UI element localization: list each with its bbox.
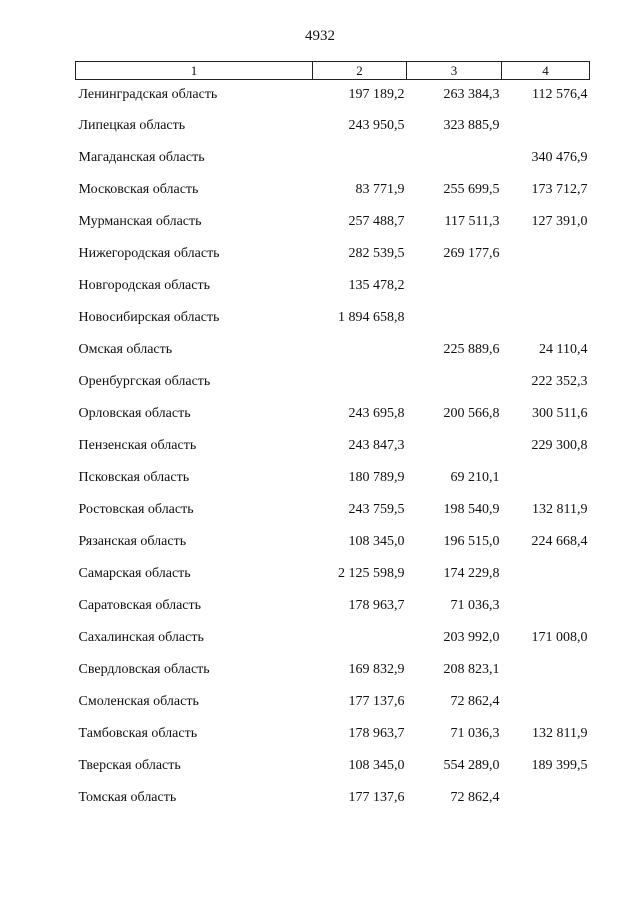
page-number: 4932 [305,28,335,44]
value-col-3: 269 177,6 [443,246,500,261]
value-col-3: 196 515,0 [443,534,500,549]
value-col-4 [502,686,590,718]
region-name: Псковская область [78,470,190,485]
value-col-3: 198 540,9 [443,502,500,517]
column-header-3: 3 [407,62,502,80]
value-col-2: 135 478,2 [348,278,405,293]
value-col-4: 229 300,8 [531,438,588,453]
value-col-4 [502,654,590,686]
value-col-4: 224 668,4 [531,534,588,549]
value-col-4 [502,590,590,622]
region-name: Смоленская область [78,694,199,709]
value-col-4 [502,462,590,494]
value-col-3: 323 885,9 [443,118,500,133]
table-row [76,718,590,750]
table-row [76,622,590,654]
value-col-4: 189 399,5 [531,758,588,773]
region-name: Самарская область [78,566,191,581]
value-col-3 [407,430,502,462]
value-col-3: 71 036,3 [450,726,500,741]
table-row [76,366,590,398]
table-header [76,62,590,80]
value-col-4: 24 110,4 [539,342,588,357]
value-col-4 [502,238,590,270]
value-col-2: 169 832,9 [348,662,405,677]
value-col-4 [502,270,590,302]
value-col-2: 83 771,9 [355,182,405,197]
region-name: Томская область [78,790,177,805]
value-col-2: 197 189,2 [348,87,405,102]
table-row [76,80,590,111]
value-col-2: 257 488,7 [348,214,405,229]
value-col-2 [313,622,407,654]
value-col-3: 225 889,6 [443,342,500,357]
value-col-4: 222 352,3 [531,374,588,389]
table-row [76,686,590,718]
value-col-3: 554 289,0 [443,758,500,773]
value-col-4: 171 008,0 [531,630,588,645]
value-col-4 [502,110,590,142]
region-name: Новгородская область [78,278,210,293]
header-row [76,62,590,80]
region-name: Омская область [78,342,173,357]
table-row [76,494,590,526]
region-name: Саратовская область [78,598,202,613]
value-col-2 [313,366,407,398]
value-col-2: 108 345,0 [348,758,405,773]
value-col-4 [502,782,590,814]
value-col-3: 203 992,0 [443,630,500,645]
column-header-2: 2 [313,62,407,80]
value-col-2: 178 963,7 [348,598,405,613]
value-col-4 [502,302,590,334]
value-col-2: 1 894 658,8 [338,310,405,325]
table-row [76,238,590,270]
column-header-4: 4 [502,62,590,80]
value-col-2: 282 539,5 [348,246,405,261]
value-col-2: 180 789,9 [348,470,405,485]
value-col-2: 177 137,6 [348,790,405,805]
table-row [76,782,590,814]
value-col-2: 243 950,5 [348,118,405,133]
region-name: Оренбургская область [78,374,211,389]
value-col-3: 263 384,3 [443,87,500,102]
value-col-2: 243 695,8 [348,406,405,421]
value-col-3 [407,142,502,174]
region-name: Магаданская область [78,150,205,165]
value-col-3 [407,366,502,398]
value-col-2 [313,142,407,174]
region-name: Ленинградская область [78,87,218,102]
value-col-3: 200 566,8 [443,406,500,421]
value-col-4: 173 712,7 [531,182,588,197]
region-name: Московская область [78,182,199,197]
value-col-3: 255 699,5 [443,182,500,197]
table-row [76,174,590,206]
region-name: Тамбовская область [78,726,198,741]
value-col-2: 243 759,5 [348,502,405,517]
table-row [76,302,590,334]
value-col-2: 178 963,7 [348,726,405,741]
value-col-2: 2 125 598,9 [338,566,405,581]
value-col-3: 174 229,8 [443,566,500,581]
value-col-3: 208 823,1 [443,662,500,677]
value-col-3 [407,302,502,334]
value-col-3: 71 036,3 [450,598,500,613]
table-row [76,398,590,430]
table-row [76,526,590,558]
table-row [76,270,590,302]
region-name: Орловская область [78,406,191,421]
region-name: Нижегородская область [78,246,220,261]
region-name: Свердловская область [78,662,210,677]
table-row [76,430,590,462]
value-col-3 [407,270,502,302]
value-col-3: 72 862,4 [450,790,500,805]
value-col-4: 127 391,0 [531,214,588,229]
value-col-2: 243 847,3 [348,438,405,453]
table-row [76,750,590,782]
region-name: Липецкая область [78,118,186,133]
table-row [76,654,590,686]
value-col-4 [502,558,590,590]
table-row [76,590,590,622]
value-col-4: 132 811,9 [532,502,588,517]
table-row [76,206,590,238]
table-row [76,142,590,174]
table-row [76,110,590,142]
region-name: Ростовская область [78,502,194,517]
region-name: Сахалинская область [78,630,204,645]
value-col-3: 117 511,3 [444,214,500,229]
table-row [76,334,590,366]
value-col-3: 69 210,1 [450,470,500,485]
table-row [76,462,590,494]
value-col-4: 112 576,4 [532,87,588,102]
region-name: Мурманская область [78,214,202,229]
value-col-2 [313,334,407,366]
table-body [76,80,590,815]
region-name: Тверская область [78,758,181,773]
column-header-1: 1 [76,62,313,80]
value-col-2: 177 137,6 [348,694,405,709]
value-col-3: 72 862,4 [450,694,500,709]
region-name: Новосибирская область [78,310,220,325]
region-name: Рязанская область [78,534,187,549]
region-name: Пензенская область [78,438,197,453]
table-row [76,558,590,590]
value-col-2: 108 345,0 [348,534,405,549]
value-col-4: 300 511,6 [532,406,588,421]
value-col-4: 132 811,9 [532,726,588,741]
value-col-4: 340 476,9 [531,150,588,165]
data-table [75,61,590,814]
